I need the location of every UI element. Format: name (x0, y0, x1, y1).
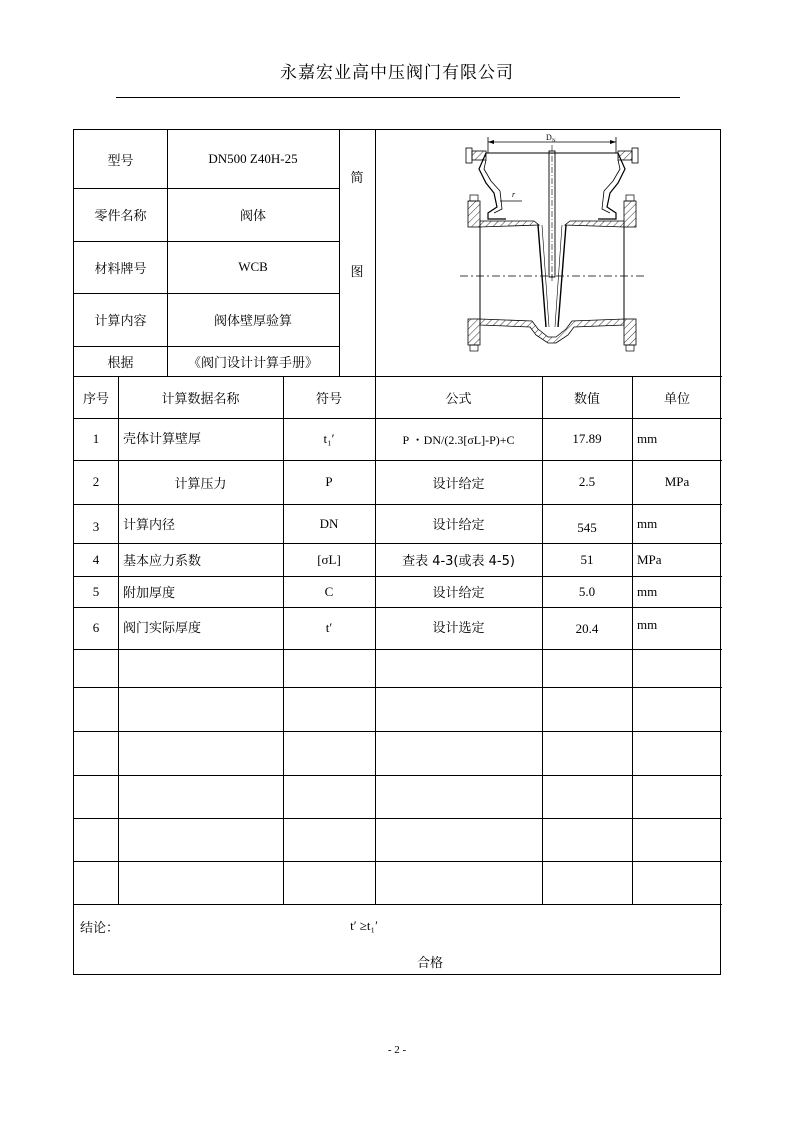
row-6-unit: mm (637, 617, 658, 632)
dn-dimension-label: D (546, 133, 552, 142)
row-4-no: 4 (92, 551, 100, 567)
row-1-name: 壳体计算壁厚 (123, 431, 202, 447)
col-header-formula: 公式 (445, 391, 472, 407)
valve-body-sketch (376, 131, 721, 375)
row-5-unit: mm (637, 583, 658, 599)
info-label-model: 型号 (107, 153, 134, 169)
row-5-formula: 设计给定 (432, 586, 485, 601)
row-1-value: 17.89 (572, 431, 602, 446)
col-header-symbol: 符号 (315, 391, 342, 407)
row-3-no: 3 (92, 518, 100, 534)
row-5-no: 5 (92, 583, 100, 599)
row-1-unit: mm (637, 431, 658, 446)
row-2-unit: MPa (664, 474, 690, 489)
row-2-formula: 设计给定 (432, 476, 485, 492)
page-number: - 2 - (387, 1044, 407, 1056)
info-value-material: WCB (238, 259, 268, 274)
row-4-formula: 查表 4-3(或表 4-5) (402, 554, 515, 569)
row-3-value: 545 (577, 519, 597, 535)
info-label-basis: 根据 (107, 355, 134, 371)
info-label-material: 材料牌号 (94, 261, 147, 277)
col-header-no: 序号 (82, 391, 109, 407)
row-6-value: 20.4 (575, 621, 599, 636)
company-name: 永嘉宏业高中压阀门有限公司 (280, 63, 514, 83)
info-label-content: 计算内容 (94, 314, 147, 329)
row-2-name: 计算压力 (174, 476, 227, 492)
radius-label: r (512, 190, 516, 199)
row-4-name: 基本应力系数 (123, 554, 202, 569)
sketch-label-bottom: 图 (350, 264, 364, 280)
header-rule (116, 97, 680, 98)
conclusion-expression: t′ ≥t₁′ (350, 918, 378, 933)
info-label-part: 零件名称 (94, 209, 147, 224)
calculation-sheet (73, 129, 721, 975)
row-2-symbol: P (325, 474, 333, 489)
row-4-symbol: [σL] (317, 551, 341, 567)
info-value-model: DN500 Z40H-25 (208, 151, 298, 166)
row-3-name: 计算内径 (123, 518, 176, 533)
row-6-name: 阀门实际厚度 (123, 621, 202, 636)
row-6-formula: 设计选定 (432, 621, 485, 636)
col-header-value: 数值 (573, 391, 600, 407)
row-4-unit: MPa (637, 551, 662, 567)
row-1-formula: P ・DN/(2.3[σL]-P)+C (402, 432, 515, 447)
row-4-value: 51 (580, 551, 594, 567)
row-2-no: 2 (92, 474, 100, 489)
col-header-name: 计算数据名称 (161, 391, 240, 407)
row-3-formula: 设计给定 (432, 518, 485, 533)
row-2-value: 2.5 (578, 474, 596, 489)
row-6-symbol: t′ (325, 620, 333, 635)
row-5-symbol: C (324, 583, 334, 599)
col-header-unit: 单位 (663, 391, 690, 407)
row-5-value: 5.0 (578, 583, 596, 599)
row-5-name: 附加厚度 (123, 586, 176, 601)
row-1-symbol: t₁′ (323, 431, 335, 446)
conclusion-result: 合格 (416, 955, 443, 971)
row-3-symbol: DN (319, 515, 339, 531)
row-6-no: 6 (92, 620, 100, 635)
info-value-part: 阀体 (239, 209, 266, 224)
info-value-content: 阀体壁厚验算 (213, 314, 292, 329)
row-3-unit: mm (637, 515, 658, 531)
info-value-basis: 《阀门设计计算手册》 (187, 355, 318, 371)
conclusion-label: 结论： (80, 920, 120, 936)
row-1-no: 1 (92, 431, 100, 446)
dn-dimension-sub: N (552, 139, 556, 144)
sketch-label-top: 简 (350, 170, 364, 186)
